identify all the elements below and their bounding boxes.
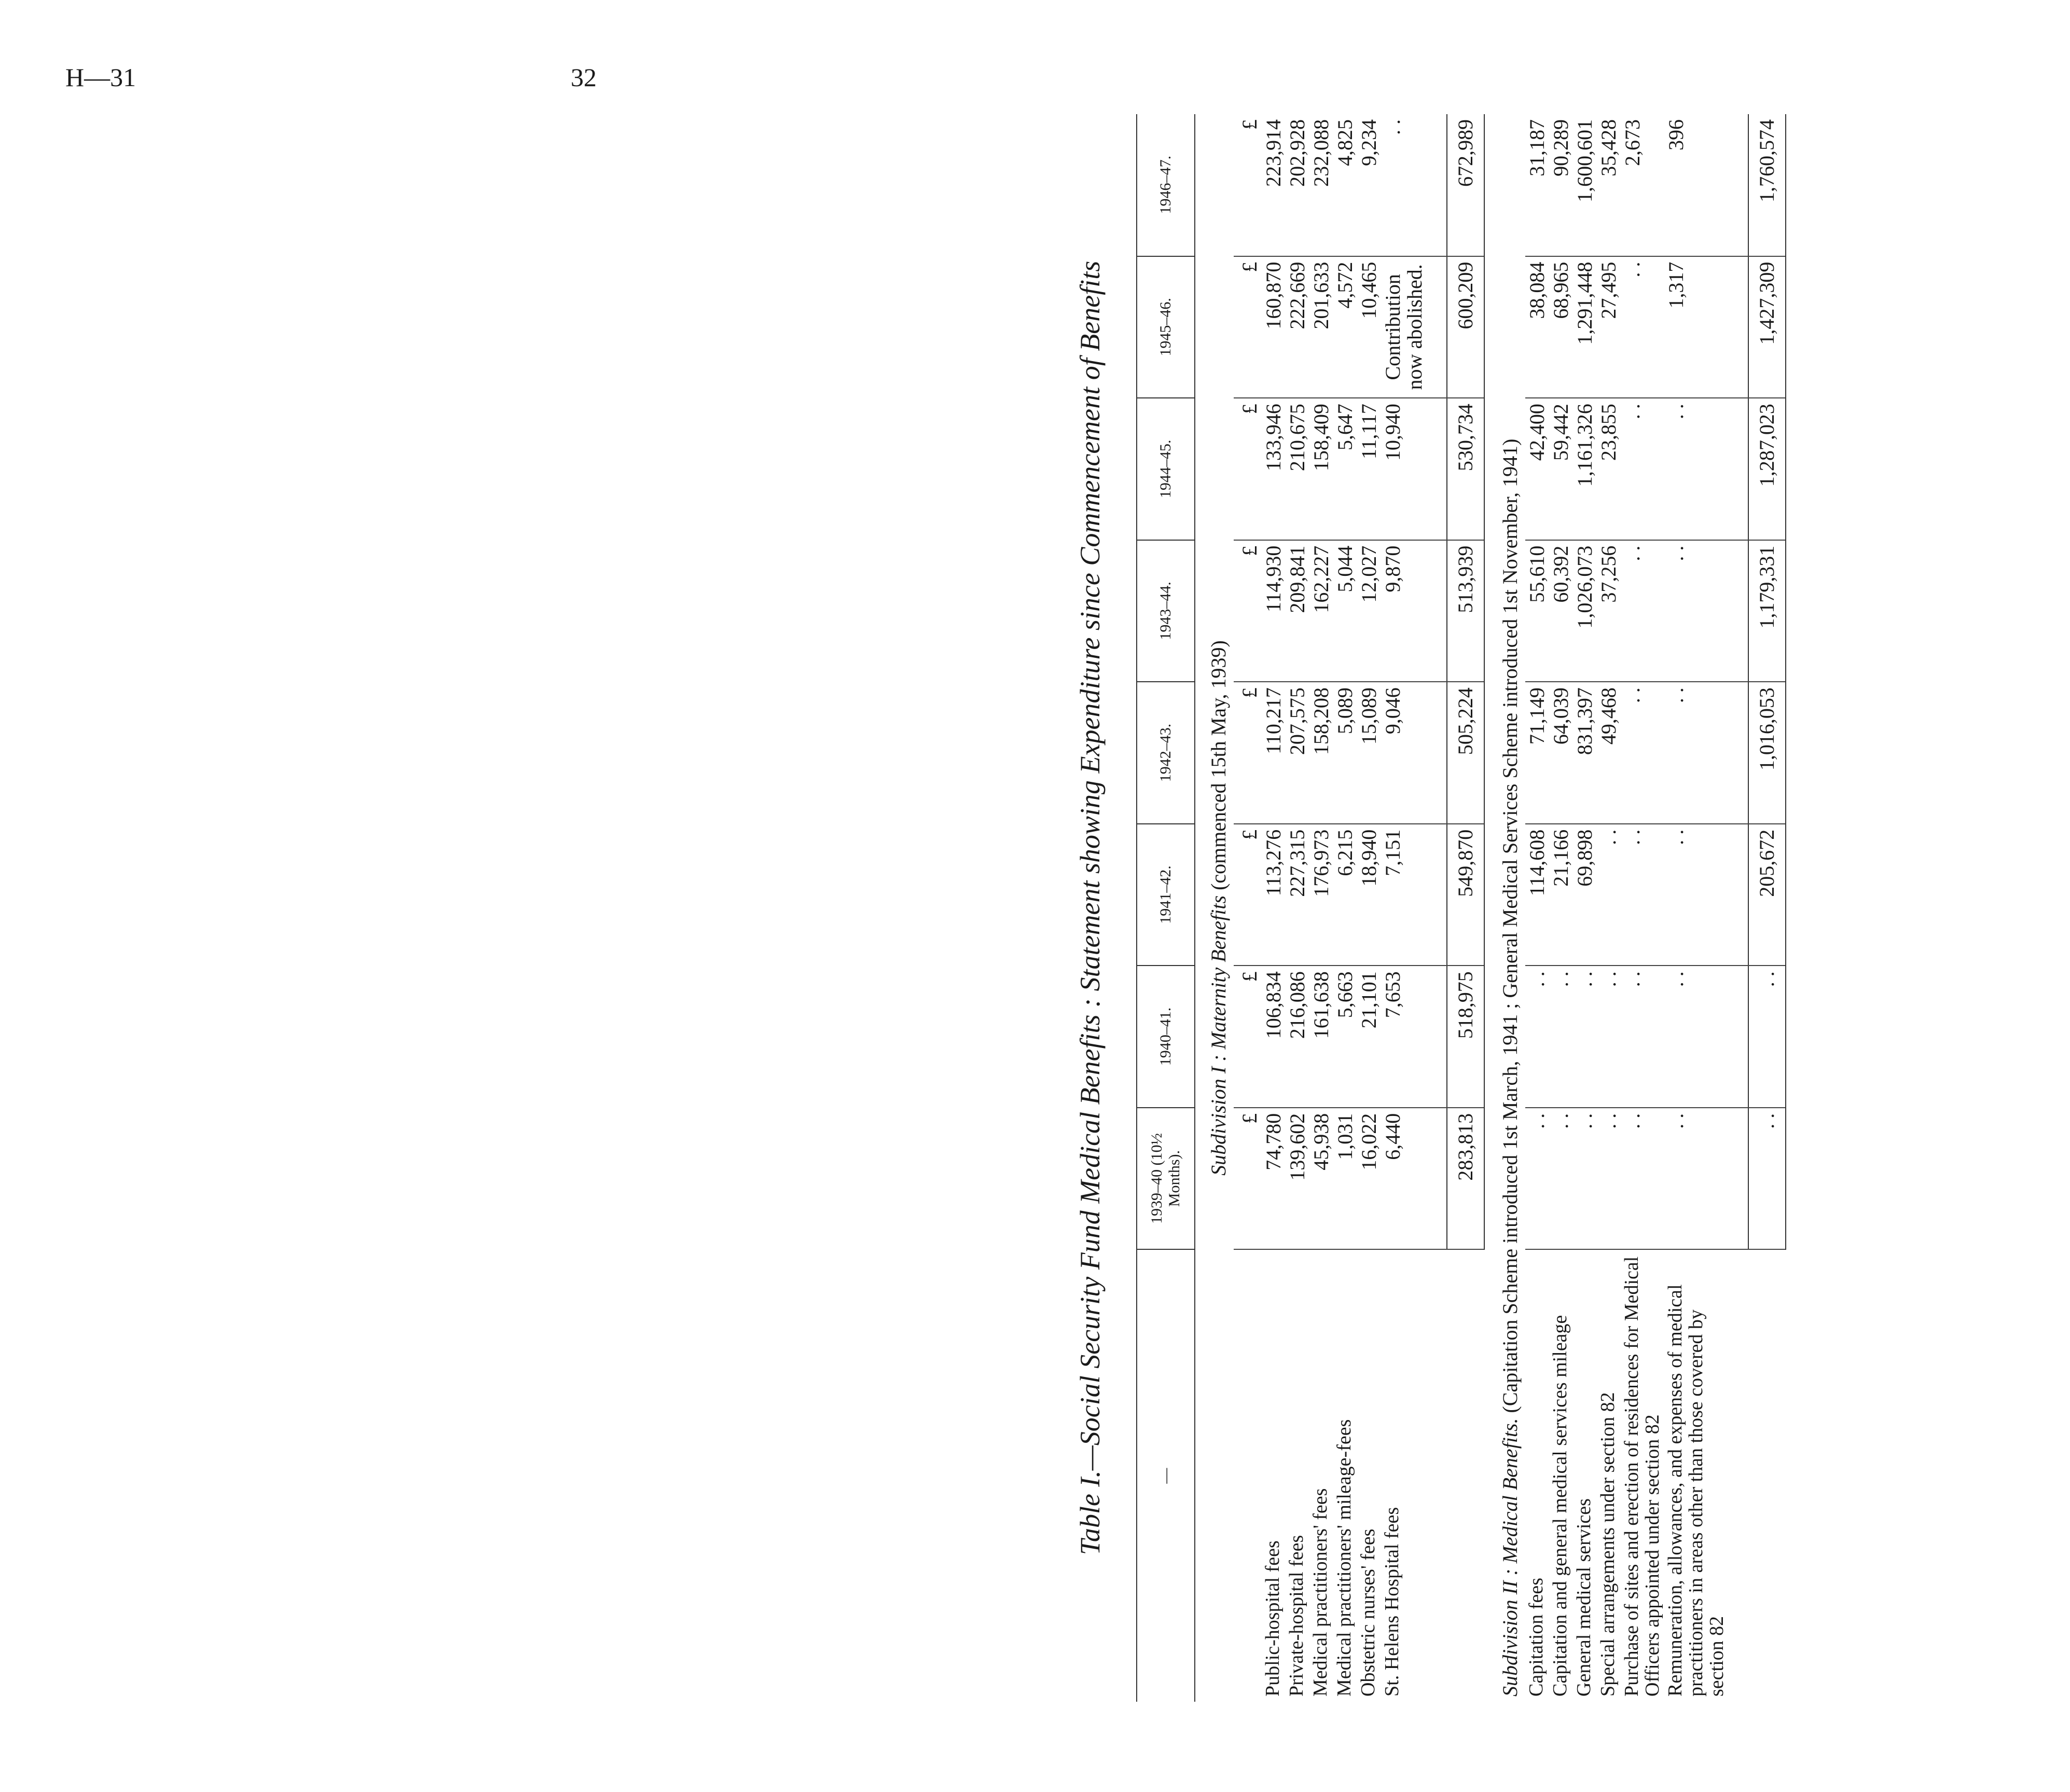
cell-value: 10,465 (1357, 256, 1381, 398)
sub2-gap-cell (1728, 824, 1748, 966)
cell-value: . . (1525, 1108, 1549, 1250)
cell-value: 4,572 (1333, 256, 1357, 398)
sub1-gap-cell (1427, 398, 1447, 540)
total-value: 530,734 (1447, 398, 1484, 540)
cell-value: 9,234 (1357, 114, 1381, 256)
cell-value: 23,855 (1597, 398, 1621, 540)
total-value: . . (1748, 966, 1786, 1108)
row-label: General medical services (1573, 1498, 1595, 1697)
column-header-0: 1939–40 (10½ Months). (1137, 1108, 1195, 1250)
table-body (1195, 114, 1786, 1702)
cell-value: 158,409 (1309, 398, 1333, 540)
cell-value: 31,187 (1525, 114, 1549, 256)
sub1-gap (1427, 114, 1447, 1702)
total-value: 205,672 (1748, 824, 1786, 966)
cell-value: 90,289 (1549, 114, 1573, 256)
cell-value: 5,089 (1333, 682, 1357, 824)
table-row (1664, 114, 1729, 1702)
header-blank: — (1137, 1249, 1195, 1702)
page-ref: H—31 (65, 63, 136, 92)
column-header-7: 1946–47. (1137, 114, 1195, 256)
cell-value: 7,151 (1381, 824, 1427, 966)
cell-value: 227,315 (1286, 824, 1309, 966)
currency-symbol: £ (1234, 966, 1262, 1108)
sub1-gap-cell (1427, 682, 1447, 824)
cell-value: 38,084 (1525, 256, 1549, 398)
total-value: 672,989 (1447, 114, 1484, 256)
sub2-gap-cell (1728, 682, 1748, 824)
currency-symbol: £ (1234, 1108, 1262, 1250)
total-label (1447, 1249, 1484, 1702)
cell-value: 1,291,448 (1573, 256, 1597, 398)
currency-symbol: £ (1234, 114, 1262, 256)
cell-value: 5,647 (1333, 398, 1357, 540)
cell-value: 110,217 (1262, 682, 1286, 824)
row-label: Public-hospital fees (1262, 1540, 1284, 1697)
cell-value: . . (1664, 398, 1729, 540)
total-value: 600,209 (1447, 256, 1484, 398)
cell-value: 42,400 (1525, 398, 1549, 540)
column-header-1: 1940–41. (1137, 966, 1195, 1108)
sub1-currency-row (1234, 114, 1262, 1702)
subdivision-1-note: (commenced 15th May, 1939) (1207, 640, 1230, 890)
cell-value: 1,600,601 (1573, 114, 1597, 256)
currency-symbol: £ (1234, 540, 1262, 682)
currency-symbol: £ (1234, 682, 1262, 824)
cell-value: Contribution now abolished. (1381, 256, 1427, 398)
cell-value: 114,608 (1525, 824, 1549, 966)
cell-value: 223,914 (1262, 114, 1286, 256)
cell-value: . . (1597, 966, 1621, 1108)
table-row (1597, 114, 1621, 1702)
cell-value: 202,928 (1286, 114, 1309, 256)
cell-value: 71,149 (1525, 682, 1549, 824)
sub1-gap-cell (1427, 256, 1447, 398)
sub2-gap-cell (1728, 1108, 1748, 1250)
cell-value: 7,653 (1381, 966, 1427, 1108)
sub2-gap-cell (1728, 256, 1748, 398)
column-header-5: 1944–45. (1137, 398, 1195, 540)
cell-value: 11,117 (1357, 398, 1381, 540)
table-row (1333, 114, 1357, 1702)
cell-value: 176,973 (1309, 824, 1333, 966)
table-row (1286, 114, 1309, 1702)
cell-value: 113,276 (1262, 824, 1286, 966)
cell-value: 10,940 (1381, 398, 1427, 540)
cell-value: 210,675 (1286, 398, 1309, 540)
cell-value: . . (1664, 1108, 1729, 1250)
cell-value: 396 (1664, 114, 1729, 256)
row-label: Remuneration, allowances, and expenses of medical practitioners in areas other than those covered by section 82 (1664, 1284, 1728, 1697)
sub2-gap (1728, 114, 1748, 1702)
cell-value: 114,930 (1262, 540, 1286, 682)
sub1-currency-label (1234, 1249, 1262, 1702)
sub1-gap-cell (1427, 1108, 1447, 1250)
cell-value: 5,044 (1333, 540, 1357, 682)
cell-value: 1,031 (1333, 1108, 1357, 1250)
cell-value: . . (1573, 1108, 1597, 1250)
row-label: Special arrangements under section 82 (1597, 1392, 1619, 1697)
sub2-total-row (1748, 114, 1786, 1702)
cell-value: 68,965 (1549, 256, 1573, 398)
cell-value: 4,825 (1333, 114, 1357, 256)
currency-symbol: £ (1234, 256, 1262, 398)
cell-value: . . (1597, 1108, 1621, 1250)
cell-value: 133,946 (1262, 398, 1286, 540)
total-value: 1,760,574 (1748, 114, 1786, 256)
cell-value: 21,101 (1357, 966, 1381, 1108)
total-value: 1,427,309 (1748, 256, 1786, 398)
cell-value: 161,638 (1309, 966, 1333, 1108)
cell-value: . . (1621, 1108, 1664, 1250)
table-row (1573, 114, 1597, 1702)
cell-value: . . (1573, 966, 1597, 1108)
sub2-gap-cell (1728, 114, 1748, 256)
cell-value: 106,834 (1262, 966, 1286, 1108)
row-label: Obstetric nurses' fees (1357, 1528, 1379, 1697)
table-row (1262, 114, 1286, 1702)
cell-value: 232,088 (1309, 114, 1333, 256)
row-label: Capitation and general medical services mileage (1549, 1315, 1571, 1697)
cell-value: . . (1621, 824, 1664, 966)
cell-value: . . (1621, 540, 1664, 682)
cell-value: . . (1525, 966, 1549, 1108)
cell-value: . . (1621, 966, 1664, 1108)
table-title: Table I.—Social Security Fund Medical Benefits : Statement showing Expenditure since Commencement of Benefits (1074, 260, 1106, 1555)
cell-value: 158,208 (1309, 682, 1333, 824)
cell-value: 1,026,073 (1573, 540, 1597, 682)
sub1-gap-label (1427, 1249, 1447, 1702)
total-value: 283,813 (1447, 1108, 1484, 1250)
cell-value: 27,495 (1597, 256, 1621, 398)
sub2-gap-cell (1728, 540, 1748, 682)
cell-value: 55,610 (1525, 540, 1549, 682)
row-label: Private-hospital fees (1286, 1535, 1307, 1697)
cell-value: 59,442 (1549, 398, 1573, 540)
table-row (1357, 114, 1381, 1702)
cell-value: 831,397 (1573, 682, 1597, 824)
cell-value: . . (1549, 966, 1573, 1108)
row-label: Medical practitioners' fees (1309, 1488, 1331, 1697)
cell-value: . . (1621, 256, 1664, 398)
row-label: Purchase of sites and erection of residences for Medical Officers appointed under section 82 (1621, 1256, 1663, 1697)
cell-value: 35,428 (1597, 114, 1621, 256)
cell-value: 1,161,326 (1573, 398, 1597, 540)
cell-value: 64,039 (1549, 682, 1573, 824)
cell-value: 6,215 (1333, 824, 1357, 966)
cell-value: . . (1664, 966, 1729, 1108)
rotated-table-block (1074, 93, 2070, 1722)
total-label (1748, 1249, 1786, 1702)
column-header-3: 1942–43. (1137, 682, 1195, 824)
cell-value: 9,870 (1381, 540, 1427, 682)
table-header (1137, 114, 1195, 1702)
cell-value: 18,940 (1357, 824, 1381, 966)
sub1-gap-cell (1427, 824, 1447, 966)
cell-value: 222,669 (1286, 256, 1309, 398)
cell-value: . . (1664, 682, 1729, 824)
cell-value: 49,468 (1597, 682, 1621, 824)
sub1-gap-cell (1427, 966, 1447, 1108)
total-value: 549,870 (1447, 824, 1484, 966)
total-value: 505,224 (1447, 682, 1484, 824)
cell-value: . . (1621, 682, 1664, 824)
table-row (1309, 114, 1333, 1702)
total-value: 1,016,053 (1748, 682, 1786, 824)
currency-symbol: £ (1234, 398, 1262, 540)
cell-value: 16,022 (1357, 1108, 1381, 1250)
sub1-gap-cell (1427, 114, 1447, 256)
cell-value: 162,227 (1309, 540, 1333, 682)
sub1-total-row (1447, 114, 1484, 1702)
cell-value: 45,938 (1309, 1108, 1333, 1250)
table-row (1381, 114, 1427, 1702)
table-row (1549, 114, 1573, 1702)
subdivision-1-label: Subdivision I : Maternity Benefits (1207, 895, 1230, 1176)
total-value: 1,179,331 (1748, 540, 1786, 682)
cell-value: 60,392 (1549, 540, 1573, 682)
cell-value: 74,780 (1262, 1108, 1286, 1250)
sub2-gap-cell (1728, 398, 1748, 540)
currency-symbol: £ (1234, 824, 1262, 966)
header-row (1137, 114, 1195, 1702)
cell-value: . . (1381, 114, 1427, 256)
cell-value: 15,089 (1357, 682, 1381, 824)
row-label: Medical practitioners' mileage-fees (1333, 1419, 1355, 1697)
cell-value: . . (1664, 824, 1729, 966)
cell-value: 12,027 (1357, 540, 1381, 682)
subdivision-2-label: Subdivision II : Medical Benefits. (1498, 1418, 1522, 1697)
cell-value: 201,633 (1309, 256, 1333, 398)
cell-value: 2,673 (1621, 114, 1664, 256)
cell-value: 1,317 (1664, 256, 1729, 398)
row-label: Capitation fees (1525, 1578, 1547, 1697)
table-row (1621, 114, 1664, 1702)
sub2-gap-cell (1728, 966, 1748, 1108)
column-header-6: 1945–46. (1137, 256, 1195, 398)
table-row (1525, 114, 1549, 1702)
page-number: 32 (571, 63, 597, 92)
cell-value: 216,086 (1286, 966, 1309, 1108)
cell-value: 37,256 (1597, 540, 1621, 682)
cell-value: 207,575 (1286, 682, 1309, 824)
total-value: 513,939 (1447, 540, 1484, 682)
cell-value: 209,841 (1286, 540, 1309, 682)
cell-value: . . (1597, 824, 1621, 966)
cell-value: 139,602 (1286, 1108, 1309, 1250)
cell-value: 69,898 (1573, 824, 1597, 966)
expenditure-table (1136, 114, 1786, 1702)
cell-value: 5,663 (1333, 966, 1357, 1108)
cell-value: 6,440 (1381, 1108, 1427, 1250)
total-value: . . (1748, 1108, 1786, 1250)
sub2-gap-label (1728, 1249, 1748, 1702)
subdivision-1-heading-row (1195, 114, 1234, 1702)
subdivision-2-note: (Capitation Scheme introduced 1st March, 1941 ; General Medical Services Scheme introduced 1st November, 1941) (1498, 438, 1522, 1418)
cell-value: 9,046 (1381, 682, 1427, 824)
total-value: 1,287,023 (1748, 398, 1786, 540)
column-header-2: 1941–42. (1137, 824, 1195, 966)
cell-value: 21,166 (1549, 824, 1573, 966)
cell-value: . . (1621, 398, 1664, 540)
sub1-gap-cell (1427, 540, 1447, 682)
column-header-4: 1943–44. (1137, 540, 1195, 682)
cell-value: . . (1549, 1108, 1573, 1250)
cell-value: . . (1664, 540, 1729, 682)
row-label: St. Helens Hospital fees (1381, 1507, 1403, 1697)
total-value: 518,975 (1447, 966, 1484, 1108)
subdivision-2-heading-row (1484, 114, 1525, 1702)
cell-value: 160,870 (1262, 256, 1286, 398)
